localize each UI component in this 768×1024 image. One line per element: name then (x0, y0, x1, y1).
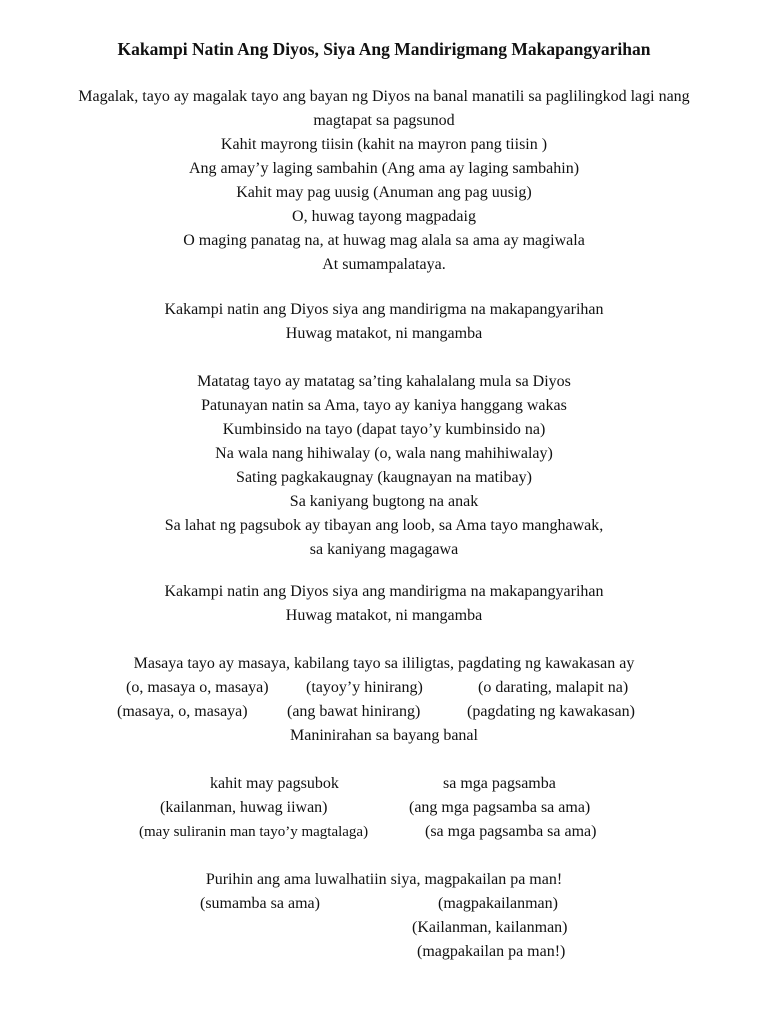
response-cell: (ang bawat hinirang) (287, 703, 421, 720)
response-cell: (masaya, o, masaya) (117, 703, 248, 720)
verse-3-response-rows (0, 676, 768, 724)
song-title: Kakampi Natin Ang Diyos, Siya Ang Mandirigmang Makapangyarihan (117, 39, 651, 59)
bridge-right-line: sa mga pagsamba (443, 775, 556, 792)
verse-line: Ang amay’y laging sambahin (Ang ama ay laging sambahin) (188, 160, 580, 177)
verse-line: magtapat sa pagsunod (313, 112, 455, 129)
chorus-line: Kakampi natin ang Diyos siya ang mandirigma na makapangyarihan (164, 583, 604, 600)
bridge-left-line: kahit may pagsubok (210, 775, 339, 792)
verse-line: Kumbinsido na tayo (dapat tayo’y kumbinsido na) (222, 421, 546, 438)
verse-line: Kahit mayrong tiisin (kahit na mayron pang tiisin ) (220, 136, 548, 153)
verse-2 (0, 370, 768, 562)
verse-1 (0, 85, 768, 277)
verse-line: Magalak, tayo ay magalak tayo ang bayan ng Diyos na banal manatili sa paglilingkod lagi nang (78, 88, 690, 105)
chorus-line: Huwag matakot, ni mangamba (285, 607, 483, 624)
bridge-left-line: (may suliranin man tayo’y magtalaga) (139, 824, 369, 840)
chorus-line: Huwag matakot, ni mangamba (285, 325, 483, 342)
verse-line: Sa kaniyang bugtong na anak (289, 493, 479, 510)
ending-line-1: Purihin ang ama luwalhatiin siya, magpakailan pa man! (205, 871, 563, 888)
verse-line: sa kaniyang magagawa (309, 541, 459, 558)
bridge (0, 772, 768, 844)
ending-right-line: (magpakailanman) (438, 895, 558, 912)
ending-left-line: (sumamba sa ama) (200, 895, 320, 912)
verse-line: At sumampalataya. (322, 256, 446, 273)
chorus-2 (0, 580, 768, 628)
chorus-line: Kakampi natin ang Diyos siya ang mandirigma na makapangyarihan (164, 301, 604, 318)
bridge-left-line: (kailanman, huwag iiwan) (160, 799, 328, 816)
verse-3-line-4: Maninirahan sa bayang banal (290, 727, 478, 744)
verse-line: Matatag tayo ay matatag sa’ting kahalalang mula sa Diyos (197, 373, 571, 390)
verse-line: Kahit may pag uusig (Anuman ang pag uusig) (236, 184, 532, 201)
response-cell: (o darating, malapit na) (478, 679, 629, 696)
verse-line: Sa lahat ng pagsubok ay tibayan ang loob, sa Ama tayo manghawak, (164, 517, 604, 534)
verse-line: O maging panatag na, at huwag mag alala sa ama ay magiwala (183, 232, 585, 249)
verse-line: Patunayan natin sa Ama, tayo ay kaniya hanggang wakas (201, 397, 567, 414)
ending-right-line: (magpakailan pa man!) (417, 943, 566, 960)
ending-responses (0, 892, 768, 964)
verse-line: Na wala nang hihiwalay (o, wala nang mahihiwalay) (215, 445, 553, 462)
verse-3-line-1: Masaya tayo ay masaya, kabilang tayo sa ililigtas, pagdating ng kawakasan ay (133, 655, 635, 672)
verse-line: Sating pagkakaugnay (kaugnayan na matibay) (236, 469, 532, 486)
ending-right-line: (Kailanman, kailanman) (412, 919, 568, 936)
chorus-1 (0, 298, 768, 346)
bridge-right-line: (sa mga pagsamba sa ama) (425, 823, 597, 840)
bridge-right-line: (ang mga pagsamba sa ama) (409, 799, 591, 816)
response-cell: (pagdating ng kawakasan) (467, 703, 635, 720)
response-cell: (o, masaya o, masaya) (126, 679, 269, 696)
verse-line: O, huwag tayong magpadaig (292, 208, 476, 225)
response-cell: (tayoy’y hinirang) (306, 679, 423, 696)
